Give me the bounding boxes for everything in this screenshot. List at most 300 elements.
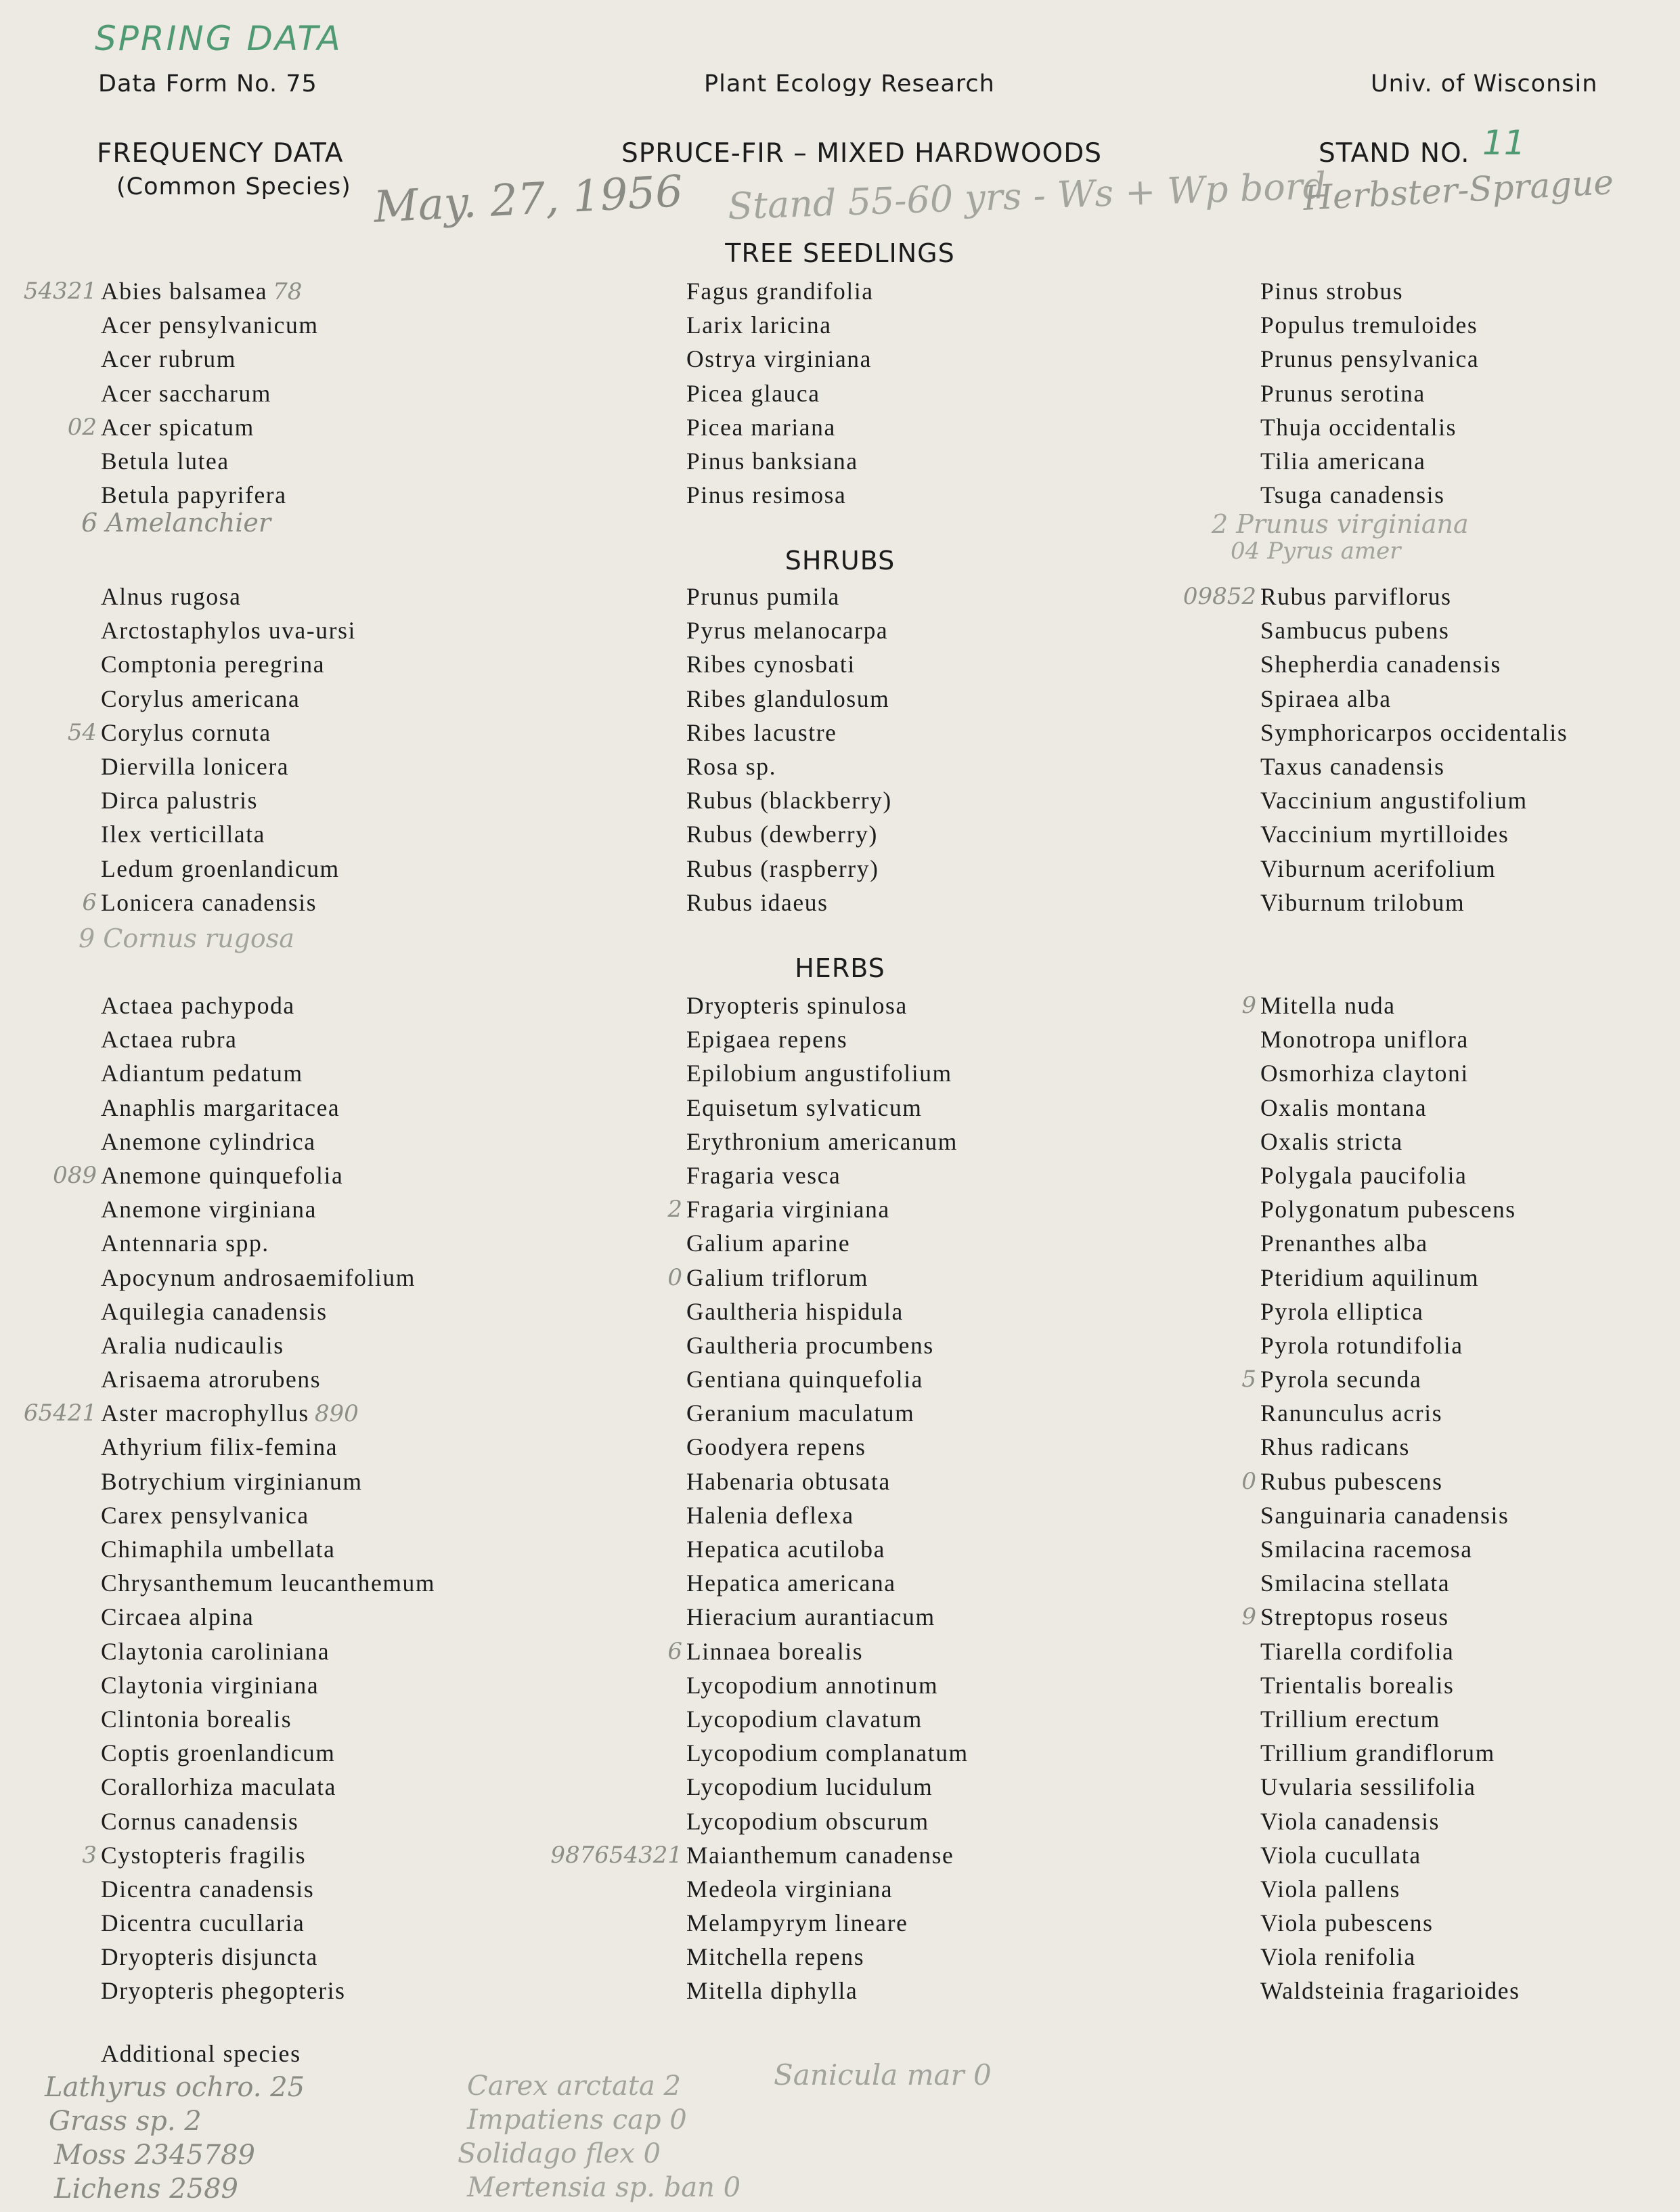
species-item-pyrola-elliptica — [1260, 1295, 1680, 1328]
species-name: Larix laricina — [686, 311, 832, 339]
species-name: Rubus (raspberry) — [686, 854, 879, 882]
species-name: Sambucus pubens — [1260, 617, 1450, 645]
species-name: Acer saccharum — [101, 379, 272, 407]
handwritten-location: Herbster-Sprague — [1302, 162, 1615, 218]
species-name: Antennaria spp. — [101, 1230, 269, 1257]
species-item-fagus-grandifolia — [686, 274, 1228, 308]
frequency-tally: 54321 — [23, 278, 97, 305]
species-item-picea-mariana — [686, 410, 1228, 444]
species-name: Actaea rubra — [101, 1026, 238, 1054]
species-item-pteridium-aquilinum — [1260, 1261, 1680, 1295]
species-item-rubus-blackberry — [686, 783, 1228, 817]
species-name: Sanguinaria canadensis — [1260, 1501, 1509, 1529]
species-name: Prunus pensylvanica — [1260, 345, 1480, 373]
species-name: Tsuga canadensis — [1260, 481, 1445, 509]
species-name: Claytonia virginiana — [101, 1671, 319, 1699]
species-name: Prunus serotina — [1260, 379, 1425, 407]
species-item-pinus-resimosa — [686, 478, 1228, 512]
species-name: Osmorhiza claytoni — [1260, 1060, 1469, 1087]
species-name: Corylus cornuta — [101, 718, 271, 746]
species-name: Betula lutea — [101, 447, 229, 475]
species-name: Coptis groenlandicum — [101, 1739, 336, 1767]
species-name: Prunus pumila — [686, 583, 840, 610]
species-item-fragaria-virginiana — [667, 1192, 1228, 1226]
species-name: Geranium maculatum — [686, 1400, 915, 1427]
species-name: Aster macrophyllus — [101, 1400, 309, 1427]
handwritten-pyrus-amer: 04 Pyrus amer — [1231, 538, 1401, 565]
species-item-ribes-lacustre — [686, 716, 1228, 750]
species-item-ostrya-virginiana — [686, 342, 1228, 376]
species-name: Vaccinium myrtilloides — [1260, 821, 1509, 848]
species-item-mitella-diphylla — [686, 1974, 1228, 2008]
species-item-ranunculus-acris — [1260, 1396, 1680, 1430]
handwritten-additional-7: Solidago flex 0 — [458, 2138, 661, 2169]
species-item-hepatica-acutiloba — [686, 1532, 1228, 1566]
species-name: Habenaria obtusata — [686, 1467, 891, 1495]
species-item-arctostaphylos-uva-ursi — [101, 613, 642, 647]
species-name: Viola canadensis — [1260, 1807, 1440, 1835]
species-item-antennaria-spp — [101, 1226, 642, 1260]
species-name: Cystopteris fragilis — [101, 1841, 307, 1869]
species-item-aralia-nudicaulis — [101, 1328, 642, 1362]
species-item-gaultheria-procumbens — [686, 1328, 1228, 1362]
species-name: Mitella diphylla — [686, 1977, 858, 2005]
species-name: Rubus parviflorus — [1260, 583, 1452, 610]
species-name: Halenia deflexa — [686, 1501, 854, 1529]
species-item-anemone-virginiana — [101, 1192, 642, 1226]
species-item-chimaphila-umbellata — [101, 1532, 642, 1566]
species-item-pinus-banksiana — [686, 444, 1228, 478]
species-name: Aralia nudicaulis — [101, 1331, 284, 1359]
species-item-corylus-cornuta — [67, 716, 642, 750]
species-name: Smilacina stellata — [1260, 1569, 1451, 1597]
species-name: Clintonia borealis — [101, 1705, 292, 1733]
species-name: Pyrola elliptica — [1260, 1297, 1424, 1325]
species-item-dryopteris-spinulosa — [686, 989, 1228, 1022]
species-name: Goodyera repens — [686, 1433, 866, 1461]
species-name: Trillium grandiflorum — [1260, 1739, 1495, 1767]
species-item-smilacina-racemosa — [1260, 1532, 1680, 1566]
species-item-claytonia-virginiana — [101, 1668, 642, 1702]
species-item-trientalis-borealis — [1260, 1668, 1680, 1702]
species-item-goodyera-repens — [686, 1430, 1228, 1464]
species-name: Fragaria virginiana — [686, 1196, 890, 1223]
species-name: Picea mariana — [686, 413, 836, 441]
frequency-tally: 9 — [1241, 1603, 1256, 1631]
species-item-picea-glauca — [686, 376, 1228, 410]
species-item-rubus-parviflorus — [1182, 580, 1680, 613]
species-item-smilacina-stellata — [1260, 1566, 1680, 1600]
species-name: Erythronium americanum — [686, 1127, 958, 1155]
species-item-adiantum-pedatum — [101, 1056, 642, 1090]
species-item-uvularia-sessilifolia — [1260, 1770, 1680, 1804]
species-name: Dicentra cucullaria — [101, 1909, 305, 1937]
species-name: Fagus grandifolia — [686, 278, 874, 305]
species-item-dicentra-canadensis — [101, 1872, 642, 1906]
species-name: Anemone quinquefolia — [101, 1161, 344, 1189]
species-item-waldsteinia-fragarioides — [1260, 1974, 1680, 2008]
species-name: Arctostaphylos uva-ursi — [101, 617, 356, 645]
species-name: Hepatica americana — [686, 1569, 896, 1597]
species-item-polygonatum-pubescens — [1260, 1192, 1680, 1226]
species-item-tilia-americana — [1260, 444, 1680, 478]
species-item-actaea-rubra — [101, 1022, 642, 1056]
species-item-betula-lutea — [101, 444, 642, 478]
species-name: Acer rubrum — [101, 345, 236, 373]
species-name: Corylus americana — [101, 685, 301, 712]
frequency-tally: 5 — [1241, 1366, 1256, 1393]
shrubs-column-1 — [67, 580, 642, 919]
species-name: Picea glauca — [686, 379, 820, 407]
shrubs-column-2 — [686, 580, 1228, 919]
species-name: Tiarella cordifolia — [1260, 1637, 1455, 1665]
handwritten-additional-9: Sanicula mar 0 — [774, 2058, 992, 2091]
species-item-galium-triflorum — [667, 1261, 1228, 1295]
handwritten-spring-data: SPRING DATA — [95, 19, 342, 58]
species-name: Rubus pubescens — [1260, 1467, 1443, 1495]
frequency-tally: 02 — [67, 413, 97, 441]
tree-seedlings-column-1 — [23, 274, 642, 512]
institution: Univ. of Wisconsin — [1371, 70, 1598, 97]
species-item-rubus-raspberry — [686, 852, 1228, 886]
handwritten-date: May. 27, 1956 — [372, 167, 684, 233]
species-name: Pinus resimosa — [686, 481, 847, 509]
species-name: Pinus banksiana — [686, 447, 858, 475]
species-item-pyrola-rotundifolia — [1260, 1328, 1680, 1362]
species-item-medeola-virginiana — [686, 1872, 1228, 1906]
species-item-circaea-alpina — [101, 1600, 642, 1634]
species-item-vaccinium-angustifolium — [1260, 783, 1680, 817]
species-item-ledum-groenlandicum — [101, 852, 642, 886]
species-name: Tilia americana — [1260, 447, 1426, 475]
species-name: Viola cucullata — [1260, 1841, 1421, 1869]
species-name: Polygonatum pubescens — [1260, 1196, 1516, 1223]
species-item-coptis-groenlandicum — [101, 1736, 642, 1770]
species-item-botrychium-virginianum — [101, 1465, 642, 1498]
species-item-lycopodium-lucidulum — [686, 1770, 1228, 1804]
species-item-chrysanthemum-leucanthemum — [101, 1566, 642, 1600]
species-item-halenia-deflexa — [686, 1498, 1228, 1532]
species-item-viola-pallens — [1260, 1872, 1680, 1906]
species-item-thuja-occidentalis — [1260, 410, 1680, 444]
species-item-lycopodium-obscurum — [686, 1804, 1228, 1838]
species-item-geranium-maculatum — [686, 1396, 1228, 1430]
species-item-fragaria-vesca — [686, 1158, 1228, 1192]
species-item-hieracium-aurantiacum — [686, 1600, 1228, 1634]
herbs-column-3 — [1241, 989, 1680, 2008]
species-name: Claytonia caroliniana — [101, 1637, 330, 1665]
species-item-lycopodium-clavatum — [686, 1702, 1228, 1736]
species-name: Gentiana quinquefolia — [686, 1366, 924, 1393]
species-item-tiarella-cordifolia — [1260, 1634, 1680, 1668]
species-name: Rubus idaeus — [686, 888, 828, 916]
species-name: Ribes lacustre — [686, 718, 837, 746]
species-item-prunus-pumila — [686, 580, 1228, 613]
species-item-athyrium-filix-femina — [101, 1430, 642, 1464]
species-name: Equisetum sylvaticum — [686, 1093, 923, 1121]
frequency-tally: 3 — [82, 1841, 97, 1869]
species-name: Populus tremuloides — [1260, 311, 1478, 339]
species-item-viburnum-acerifolium — [1260, 852, 1680, 886]
species-item-pinus-strobus — [1260, 274, 1680, 308]
species-item-taxus-canadensis — [1260, 750, 1680, 783]
frequency-tally: 9 — [1241, 992, 1256, 1019]
frequency-title: FREQUENCY DATA — [97, 138, 344, 169]
species-item-prenanthes-alba — [1260, 1226, 1680, 1260]
frequency-tally-suffix: 78 — [273, 278, 303, 305]
species-name: Trillium erectum — [1260, 1705, 1440, 1733]
species-item-epilobium-angustifolium — [686, 1056, 1228, 1090]
species-item-habenaria-obtusata — [686, 1465, 1228, 1498]
species-item-prunus-serotina — [1260, 376, 1680, 410]
species-name: Waldsteinia fragarioides — [1260, 1977, 1520, 2005]
species-name: Rosa sp. — [686, 752, 777, 780]
species-name: Botrychium virginianum — [101, 1467, 363, 1495]
species-name: Lycopodium annotinum — [686, 1671, 939, 1699]
species-item-mitchella-repens — [686, 1940, 1228, 1974]
handwritten-additional-1: Lathyrus ochro. 25 — [45, 2072, 305, 2103]
species-item-betula-papyrifera — [101, 478, 642, 512]
species-item-rubus-pubescens — [1241, 1465, 1680, 1498]
species-name: Ilex verticillata — [101, 821, 266, 848]
species-name: Arisaema atrorubens — [101, 1366, 322, 1393]
species-name: Pyrola secunda — [1260, 1366, 1422, 1393]
species-name: Gaultheria hispidula — [686, 1297, 904, 1325]
frequency-tally: 0 — [1241, 1467, 1256, 1495]
species-item-oxalis-montana — [1260, 1091, 1680, 1125]
species-name: Lonicera canadensis — [101, 888, 317, 916]
species-name: Betula papyrifera — [101, 481, 287, 509]
species-name: Rubus (blackberry) — [686, 787, 892, 815]
species-item-streptopus-roseus — [1241, 1600, 1680, 1634]
species-item-polygala-paucifolia — [1260, 1158, 1680, 1192]
tree-seedlings-column-3 — [1260, 274, 1680, 512]
species-name: Dicentra canadensis — [101, 1875, 315, 1903]
species-item-dirca-palustris — [101, 783, 642, 817]
frequency-tally: 089 — [53, 1161, 97, 1189]
species-item-anemone-cylindrica — [101, 1125, 642, 1158]
species-item-gentiana-quinquefolia — [686, 1362, 1228, 1396]
species-item-corylus-americana — [101, 682, 642, 716]
species-item-dicentra-cucullaria — [101, 1906, 642, 1940]
species-item-rubus-idaeus — [686, 886, 1228, 919]
frequency-tally: 6 — [667, 1637, 682, 1665]
species-name: Trientalis borealis — [1260, 1671, 1455, 1699]
species-item-equisetum-sylvaticum — [686, 1091, 1228, 1125]
species-item-tsuga-canadensis — [1260, 478, 1680, 512]
species-name: Fragaria vesca — [686, 1161, 841, 1189]
frequency-tally: 09852 — [1182, 583, 1256, 610]
species-name: Adiantum pedatum — [101, 1060, 303, 1087]
species-name: Monotropa uniflora — [1260, 1026, 1469, 1054]
species-name: Corallorhiza maculata — [101, 1773, 337, 1801]
species-name: Lycopodium obscurum — [686, 1807, 929, 1835]
additional-species-label: Additional species — [101, 2040, 301, 2067]
species-item-populus-tremuloides — [1260, 308, 1680, 342]
frequency-subtitle: (Common Species) — [116, 173, 351, 200]
handwritten-amelanchier: 6 Amelanchier — [81, 508, 271, 538]
species-name: Cornus canadensis — [101, 1807, 299, 1835]
species-item-pyrus-melanocarpa — [686, 613, 1228, 647]
species-name: Mitchella repens — [686, 1943, 865, 1971]
forest-type: SPRUCE-FIR – MIXED HARDWOODS — [621, 138, 1103, 169]
species-name: Uvularia sessilifolia — [1260, 1773, 1476, 1801]
species-item-symphoricarpos-occidentalis — [1260, 716, 1680, 750]
species-name: Pinus strobus — [1260, 278, 1404, 305]
species-item-dryopteris-disjuncta — [101, 1940, 642, 1974]
species-name: Streptopus roseus — [1260, 1603, 1449, 1631]
species-name: Ostrya virginiana — [686, 345, 872, 373]
species-name: Maianthemum canadense — [686, 1841, 954, 1869]
species-item-sanguinaria-canadensis — [1260, 1498, 1680, 1532]
species-item-rosa-sp — [686, 750, 1228, 783]
frequency-tally: 65421 — [23, 1400, 97, 1427]
species-item-ribes-cynosbati — [686, 647, 1228, 681]
species-name: Lycopodium clavatum — [686, 1705, 923, 1733]
species-name: Mitella nuda — [1260, 992, 1396, 1019]
species-item-hepatica-americana — [686, 1566, 1228, 1600]
species-name: Hieracium aurantiacum — [686, 1603, 935, 1631]
species-name: Oxalis montana — [1260, 1093, 1428, 1121]
section-title-herbs: HERBS — [795, 953, 885, 983]
handwritten-additional-6: Impatiens cap 0 — [467, 2104, 687, 2135]
species-name: Carex pensylvanica — [101, 1501, 309, 1529]
species-item-abies-balsamea — [23, 274, 642, 308]
species-item-viola-pubescens — [1260, 1906, 1680, 1940]
species-name: Apocynum androsaemifolium — [101, 1263, 416, 1291]
species-name: Acer pensylvanicum — [101, 311, 319, 339]
species-item-shepherdia-canadensis — [1260, 647, 1680, 681]
species-item-carex-pensylvanica — [101, 1498, 642, 1532]
species-name: Dirca palustris — [101, 787, 259, 815]
species-item-monotropa-uniflora — [1260, 1022, 1680, 1056]
species-name: Comptonia peregrina — [101, 651, 326, 678]
handwritten-additional-2: Grass sp. 2 — [49, 2106, 202, 2137]
species-name: Polygala paucifolia — [1260, 1161, 1467, 1189]
species-item-linnaea-borealis — [667, 1634, 1228, 1668]
species-item-osmorhiza-claytoni — [1260, 1056, 1680, 1090]
species-name: Rubus (dewberry) — [686, 821, 878, 848]
species-name: Lycopodium complanatum — [686, 1739, 969, 1767]
species-name: Medeola virginiana — [686, 1875, 893, 1903]
species-name: Taxus canadensis — [1260, 752, 1445, 780]
shrubs-column-3 — [1182, 580, 1680, 919]
species-name: Acer spicatum — [101, 413, 255, 441]
handwritten-prunus-virginiana: 2 Prunus virginiana — [1212, 509, 1469, 539]
species-item-vaccinium-myrtilloides — [1260, 817, 1680, 851]
frequency-tally: 6 — [82, 888, 97, 916]
section-title-tree-seedlings: TREE SEEDLINGS — [725, 238, 955, 268]
form-number: Data Form No. 75 — [98, 70, 317, 97]
species-name: Galium triflorum — [686, 1263, 869, 1291]
species-name: Thuja occidentalis — [1260, 413, 1457, 441]
species-name: Anaphlis margaritacea — [101, 1093, 340, 1121]
species-item-galium-aparine — [686, 1226, 1228, 1260]
species-item-actaea-pachypoda — [101, 989, 642, 1022]
handwritten-additional-8: Mertensia sp. ban 0 — [467, 2172, 741, 2203]
species-name: Hepatica acutiloba — [686, 1536, 885, 1563]
species-item-viola-renifolia — [1260, 1940, 1680, 1974]
species-item-aquilegia-canadensis — [101, 1295, 642, 1328]
species-name: Anemone virginiana — [101, 1196, 317, 1223]
species-item-clintonia-borealis — [101, 1702, 642, 1736]
species-item-ribes-glandulosum — [686, 682, 1228, 716]
species-item-anemone-quinquefolia — [53, 1158, 642, 1192]
species-item-epigaea-repens — [686, 1022, 1228, 1056]
species-name: Pyrola rotundifolia — [1260, 1331, 1463, 1359]
species-item-acer-pensylvanicum — [101, 308, 642, 342]
species-item-dryopteris-phegopteris — [101, 1974, 642, 2008]
species-item-anaphlis-margaritacea — [101, 1091, 642, 1125]
species-item-pyrola-secunda — [1241, 1362, 1680, 1396]
species-name: Viola renifolia — [1260, 1943, 1416, 1971]
species-name: Shepherdia canadensis — [1260, 651, 1501, 678]
frequency-tally: 2 — [667, 1196, 682, 1223]
species-item-viola-canadensis — [1260, 1804, 1680, 1838]
frequency-tally-suffix: 890 — [314, 1400, 359, 1428]
species-name: Viola pallens — [1260, 1875, 1400, 1903]
species-item-trillium-grandiflorum — [1260, 1736, 1680, 1770]
species-item-arisaema-atrorubens — [101, 1362, 642, 1396]
handwritten-stand-number: 11 — [1482, 123, 1526, 162]
species-item-larix-laricina — [686, 308, 1228, 342]
species-name: Chrysanthemum leucanthemum — [101, 1569, 436, 1597]
species-item-claytonia-caroliniana — [101, 1634, 642, 1668]
handwritten-additional-3: Moss 2345789 — [54, 2140, 255, 2171]
species-name: Oxalis stricta — [1260, 1127, 1403, 1155]
species-name: Gaultheria procumbens — [686, 1331, 934, 1359]
herbs-column-2 — [550, 989, 1228, 2008]
species-item-viburnum-trilobum — [1260, 886, 1680, 919]
species-name: Prenanthes alba — [1260, 1230, 1428, 1257]
species-name: Ribes cynosbati — [686, 651, 856, 678]
species-item-oxalis-stricta — [1260, 1125, 1680, 1158]
species-name: Dryopteris phegopteris — [101, 1977, 346, 2005]
species-name: Ribes glandulosum — [686, 685, 890, 712]
species-name: Abies balsamea — [101, 278, 268, 305]
handwritten-cornus-rugosa: 9 Cornus rugosa — [79, 924, 294, 953]
species-name: Symphoricarpos occidentalis — [1260, 718, 1568, 746]
species-item-comptonia-peregrina — [101, 647, 642, 681]
species-name: Dryopteris disjuncta — [101, 1943, 318, 1971]
species-item-lycopodium-complanatum — [686, 1736, 1228, 1770]
species-name: Circaea alpina — [101, 1603, 255, 1631]
species-item-gaultheria-hispidula — [686, 1295, 1228, 1328]
species-name: Pteridium aquilinum — [1260, 1263, 1480, 1291]
species-name: Pyrus melanocarpa — [686, 617, 889, 645]
stand-label: STAND NO. — [1319, 138, 1470, 169]
species-item-maianthemum-canadense — [550, 1838, 1228, 1872]
species-item-sambucus-pubens — [1260, 613, 1680, 647]
species-name: Vaccinium angustifolium — [1260, 787, 1528, 815]
species-name: Viburnum acerifolium — [1260, 854, 1497, 882]
species-name: Spiraea alba — [1260, 685, 1392, 712]
species-item-acer-rubrum — [101, 342, 642, 376]
species-item-acer-spicatum — [67, 410, 642, 444]
species-item-erythronium-americanum — [686, 1125, 1228, 1158]
tree-seedlings-column-2 — [686, 274, 1228, 512]
species-name: Dryopteris spinulosa — [686, 992, 908, 1019]
species-name: Rhus radicans — [1260, 1433, 1410, 1461]
species-name: Anemone cylindrica — [101, 1127, 316, 1155]
species-item-aster-macrophyllus — [23, 1396, 642, 1430]
species-item-rubus-dewberry — [686, 817, 1228, 851]
species-item-apocynum-androsaemifolium — [101, 1261, 642, 1295]
species-item-alnus-rugosa — [101, 580, 642, 613]
species-name: Aquilegia canadensis — [101, 1297, 328, 1325]
species-item-acer-saccharum — [101, 376, 642, 410]
species-name: Linnaea borealis — [686, 1637, 864, 1665]
